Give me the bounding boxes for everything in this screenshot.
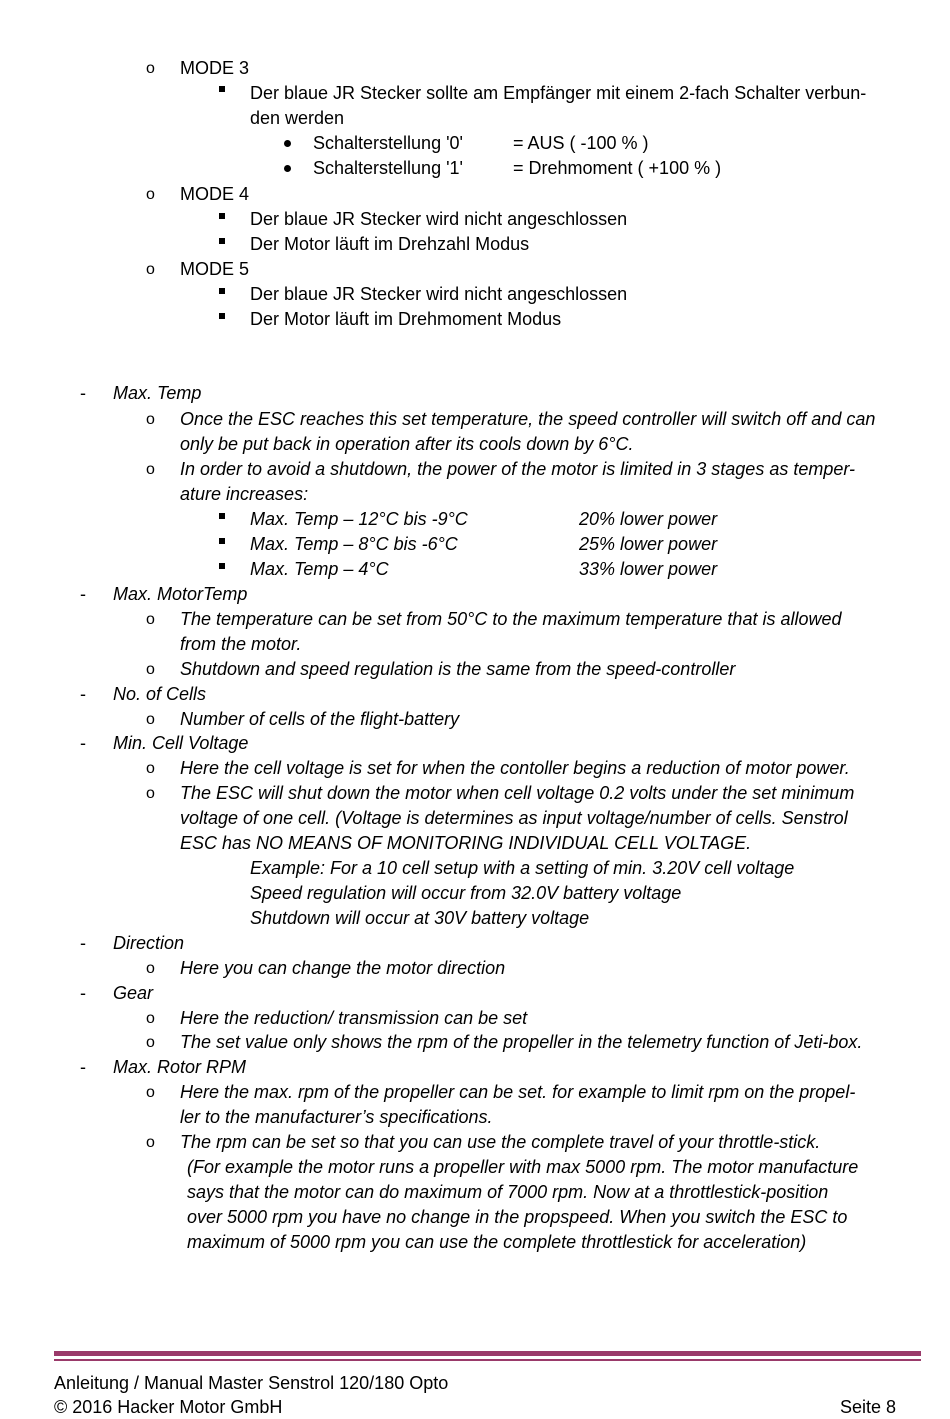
footer-rule-thick [54, 1351, 921, 1356]
gear-p1: Here the reduction/ transmission can be set [180, 1008, 528, 1028]
dash-bullet: - [80, 684, 86, 704]
circle-bullet: o [146, 1034, 155, 1051]
switch1-value: = Drehmoment ( +100 % ) [513, 158, 722, 178]
max-motortemp-p2: Shutdown and speed regulation is the same from the speed-controller [180, 659, 736, 679]
dash-bullet: - [80, 584, 86, 604]
circle-bullet: o [146, 1084, 155, 1101]
square-bullet [219, 238, 225, 244]
max-motortemp-title: Max. MotorTemp [113, 584, 248, 604]
circle-bullet: o [146, 711, 155, 728]
cells-title: No. of Cells [113, 684, 207, 704]
circle-bullet: o [146, 1134, 155, 1151]
footer-title: Anleitung / Manual Master Senstrol 120/180 Opto [54, 1373, 449, 1393]
square-bullet [219, 288, 225, 294]
max-temp-title: Max. Temp [113, 383, 202, 403]
mode4-item2: Der Motor läuft im Drehzahl Modus [250, 234, 530, 254]
footer-copyright: © 2016 Hacker Motor GmbH [54, 1397, 283, 1417]
square-bullet [219, 86, 225, 92]
square-bullet [219, 538, 225, 544]
switch0-value: = AUS ( -100 % ) [513, 133, 649, 153]
min-cell-title: Min. Cell Voltage [113, 733, 249, 753]
stage-range: Max. Temp – 8°C bis -6°C [250, 534, 458, 554]
max-temp-p1: Once the ESC reaches this set temperature, the speed controller will switch off and can [180, 409, 876, 429]
dash-bullet: - [80, 733, 86, 753]
stage-range: Max. Temp – 12°C bis -9°C [250, 509, 468, 529]
circle-bullet: o [146, 60, 155, 77]
footer-rule-thin [54, 1359, 921, 1361]
square-bullet [219, 513, 225, 519]
mode5-item1: Der blaue JR Stecker wird nicht angeschlossen [250, 284, 628, 304]
dash-bullet: - [80, 933, 86, 953]
switch1-label: Schalterstellung '1' [313, 158, 463, 178]
min-cell-p2-cont: ESC has NO MEANS OF MONITORING INDIVIDUAL CELL VOLTAGE. [180, 833, 752, 853]
max-motortemp-p1: The temperature can be set from 50°C to the maximum temperature that is allowed [180, 609, 842, 629]
min-cell-p2-cont: voltage of one cell. (Voltage is determines as input voltage/number of cells. Senstrol [180, 808, 848, 828]
gear-title: Gear [113, 983, 154, 1003]
max-temp-p2-cont: ature increases: [180, 484, 309, 504]
mode4-item1: Der blaue JR Stecker wird nicht angeschlossen [250, 209, 628, 229]
page-number: Seite 8 [839, 1397, 896, 1417]
circle-bullet: o [146, 960, 155, 977]
mode3-text-cont: den werden [250, 108, 345, 128]
round-bullet [284, 140, 291, 147]
max-motortemp-p1-cont: from the motor. [180, 634, 302, 654]
mode4-title: MODE 4 [180, 184, 250, 204]
min-cell-p1: Here the cell voltage is set for when the contoller begins a reduction of motor power. [180, 758, 850, 778]
mode3-text: Der blaue JR Stecker sollte am Empfänger mit einem 2-fach Schalter verbun- [250, 83, 867, 103]
dash-bullet: - [80, 983, 86, 1003]
dash-bullet: - [80, 1057, 86, 1077]
max-temp-p1-cont: only be put back in operation after its cools down by 6°C. [180, 434, 634, 454]
square-bullet [219, 563, 225, 569]
rotor-p1-cont: ler to the manufacturer’s specifications. [180, 1107, 493, 1127]
circle-bullet: o [146, 785, 155, 802]
circle-bullet: o [146, 186, 155, 203]
circle-bullet: o [146, 611, 155, 628]
circle-bullet: o [146, 1010, 155, 1027]
min-cell-example: Example: For a 10 cell setup with a setting of min. 3.20V cell voltage [250, 858, 795, 878]
gear-p2: The set value only shows the rpm of the propeller in the telemetry function of Jeti-box. [180, 1032, 863, 1052]
mode5-title: MODE 5 [180, 259, 250, 279]
rotor-p2: The rpm can be set so that you can use the complete travel of your throttle-stick. [180, 1132, 821, 1152]
mode5-item2: Der Motor läuft im Drehmoment Modus [250, 309, 562, 329]
min-cell-example: Shutdown will occur at 30V battery voltage [250, 908, 590, 928]
min-cell-example: Speed regulation will occur from 32.0V battery voltage [250, 883, 682, 903]
square-bullet [219, 213, 225, 219]
dash-bullet: - [80, 383, 86, 403]
round-bullet [284, 165, 291, 172]
rotor-title: Max. Rotor RPM [113, 1057, 247, 1077]
mode3-title: MODE 3 [180, 58, 250, 78]
stage-range: Max. Temp – 4°C [250, 559, 389, 579]
stage-effect: 20% lower power [579, 509, 718, 529]
stage-effect: 25% lower power [579, 534, 718, 554]
circle-bullet: o [146, 661, 155, 678]
square-bullet [219, 313, 225, 319]
circle-bullet: o [146, 760, 155, 777]
cells-p1: Number of cells of the flight-battery [180, 709, 460, 729]
circle-bullet: o [146, 261, 155, 278]
circle-bullet: o [146, 411, 155, 428]
direction-title: Direction [113, 933, 185, 953]
switch0-label: Schalterstellung '0' [313, 133, 463, 153]
rotor-note: maximum of 5000 rpm you can use the complete throttlestick for acceleration) [187, 1232, 807, 1252]
rotor-note: says that the motor can do maximum of 7000 rpm. Now at a throttlestick-position [187, 1182, 829, 1202]
max-temp-p2: In order to avoid a shutdown, the power of the motor is limited in 3 stages as temper- [180, 459, 856, 479]
circle-bullet: o [146, 461, 155, 478]
rotor-note: (For example the motor runs a propeller with max 5000 rpm. The motor manufacture [187, 1157, 859, 1177]
min-cell-p2: The ESC will shut down the motor when cell voltage 0.2 volts under the set minimum [180, 783, 855, 803]
direction-p1: Here you can change the motor direction [180, 958, 506, 978]
rotor-p1: Here the max. rpm of the propeller can be set. for example to limit rpm on the propel- [180, 1082, 856, 1102]
rotor-note: over 5000 rpm you have no change in the propspeed. When you switch the ESC to [187, 1207, 848, 1227]
stage-effect: 33% lower power [579, 559, 718, 579]
